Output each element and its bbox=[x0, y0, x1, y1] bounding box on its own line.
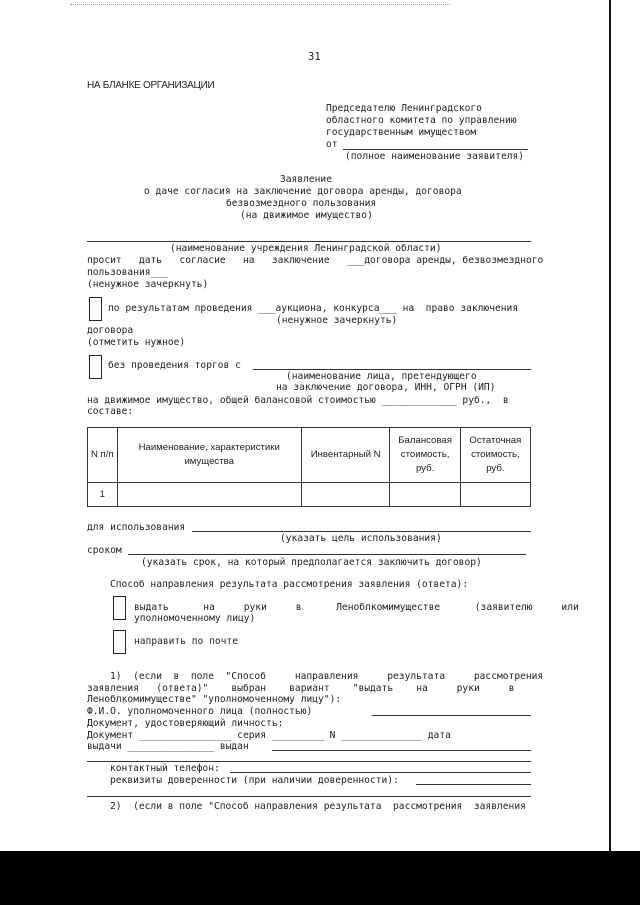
table-header-cell: Наименование, характеристики имущества bbox=[117, 428, 301, 483]
claimant-hint2: на заключение договора, ИНН, ОГРН (ИП) bbox=[276, 382, 496, 393]
value-line2: составе: bbox=[87, 406, 134, 417]
in-person-option-text: выдать на руки в Леноблкомимуществе (заявителю или bbox=[134, 602, 579, 613]
title-line2: о даче согласия на заключение договора аренды, договора bbox=[144, 186, 462, 197]
tender-option-text: по результатам проведения ___аукциона, конкурса___ на право заключения bbox=[108, 303, 519, 314]
applicant-name-hint: (полное наименование заявителя) bbox=[345, 151, 525, 162]
scan-edge-noise bbox=[70, 4, 450, 5]
scan-bottom-border bbox=[0, 851, 640, 905]
no-tender-option-text: без проведения торгов с bbox=[108, 360, 241, 371]
scan-right-edge bbox=[609, 0, 611, 851]
mark-needed-hint: (отметить нужное) bbox=[87, 337, 186, 348]
value-line1: на движимое имущество, общей балансовой стоимостью _____________ руб., в bbox=[87, 395, 509, 406]
tender-option-hint: (ненужное зачеркнуть) bbox=[276, 315, 398, 326]
representative-name-label: Ф.И.О. уполномоченного лица (полностью) bbox=[87, 706, 313, 717]
term-hint: (указать срок, на который предполагается заключить договор) bbox=[141, 557, 482, 568]
term-line[interactable] bbox=[128, 554, 526, 555]
id-document-heading: Документ, удостоверяющий личность: bbox=[87, 718, 284, 729]
addressee-line2: областного комитета по управлению bbox=[326, 115, 517, 126]
tender-option-text2: договора bbox=[87, 325, 134, 336]
table-cell: 1 bbox=[88, 483, 118, 507]
page-number: 31 bbox=[308, 51, 321, 63]
issued-by-line[interactable] bbox=[272, 750, 531, 751]
property-table bbox=[87, 427, 531, 507]
id-document-line: Документ ________________ серия _________ N ______________ дата bbox=[87, 730, 451, 741]
title-line4: (на движимое имущество) bbox=[240, 210, 373, 221]
power-of-attorney-label: реквизиты доверенности (при наличии доверенности): bbox=[110, 775, 399, 786]
title-line1: Заявление bbox=[280, 174, 332, 185]
table-cell[interactable] bbox=[301, 483, 390, 507]
purpose-line[interactable] bbox=[192, 531, 531, 532]
applicant-name-line[interactable] bbox=[343, 149, 528, 150]
addressee-from-label: от bbox=[326, 139, 338, 150]
claimant-hint1: (наименование лица, претендующего bbox=[286, 371, 477, 382]
purpose-label: для использования bbox=[87, 522, 186, 533]
table-cell[interactable] bbox=[460, 483, 530, 507]
institution-hint: (наименование учреждения Ленинградской области) bbox=[170, 243, 442, 254]
issued-by-line2[interactable] bbox=[87, 761, 531, 762]
letterhead: НА БЛАНКЕ ОРГАНИЗАЦИИ bbox=[87, 80, 215, 91]
in-person-checkbox[interactable] bbox=[113, 596, 126, 620]
institution-line[interactable] bbox=[87, 241, 531, 242]
by-mail-option-text: направить по почте bbox=[134, 636, 238, 647]
table-cell[interactable] bbox=[390, 483, 460, 507]
by-mail-checkbox[interactable] bbox=[113, 630, 126, 654]
note2-line1: 2) (если в поле "Способ направления результата рассмотрения заявления bbox=[110, 801, 526, 812]
table-header-cell: Балансовая стоимость, руб. bbox=[390, 428, 460, 483]
phone-label: контактный телефон: bbox=[110, 763, 220, 774]
delivery-heading: Способ направления результата рассмотрения заявления (ответа): bbox=[110, 579, 469, 590]
note1-line2: заявления (ответа)" выбран вариант "выдать на руки в bbox=[87, 683, 515, 694]
note1-line1: 1) (если в поле "Способ направления результата рассмотрения bbox=[110, 671, 544, 682]
table-header-cell: Инвентарный N bbox=[301, 428, 390, 483]
title-line3: безвозмездного пользования bbox=[226, 198, 377, 209]
phone-line[interactable] bbox=[230, 772, 531, 773]
power-of-attorney-line2[interactable] bbox=[87, 796, 531, 797]
purpose-hint: (указать цель использования) bbox=[280, 533, 442, 544]
table-header-cell: Остаточная стоимость, руб. bbox=[460, 428, 530, 483]
table-header-row bbox=[88, 428, 531, 483]
representative-name-line[interactable] bbox=[372, 715, 531, 716]
power-of-attorney-line[interactable] bbox=[416, 784, 531, 785]
no-tender-checkbox[interactable] bbox=[89, 355, 102, 379]
issued-line: выдачи _______________ выдан bbox=[87, 741, 249, 752]
tender-checkbox[interactable] bbox=[89, 297, 102, 321]
ask-line1: просит дать согласие на заключение ___договора аренды, безвозмездного bbox=[87, 255, 544, 266]
addressee-line1: Председателю Ленинградского bbox=[326, 103, 482, 114]
addressee-line3: государственным имуществом bbox=[326, 127, 477, 138]
term-label: сроком bbox=[87, 545, 122, 556]
table-cell[interactable] bbox=[117, 483, 301, 507]
in-person-option-text2: уполномоченному лицу) bbox=[134, 613, 256, 624]
claimant-line[interactable] bbox=[253, 369, 531, 370]
table-header-cell: N п/п bbox=[88, 428, 118, 483]
ask-line2: пользования___ bbox=[87, 267, 168, 278]
table-row bbox=[88, 483, 531, 507]
ask-hint: (ненужное зачеркнуть) bbox=[87, 279, 209, 290]
note1-line3: Леноблкомимуществе" "уполномоченному лицу"): bbox=[87, 694, 342, 705]
